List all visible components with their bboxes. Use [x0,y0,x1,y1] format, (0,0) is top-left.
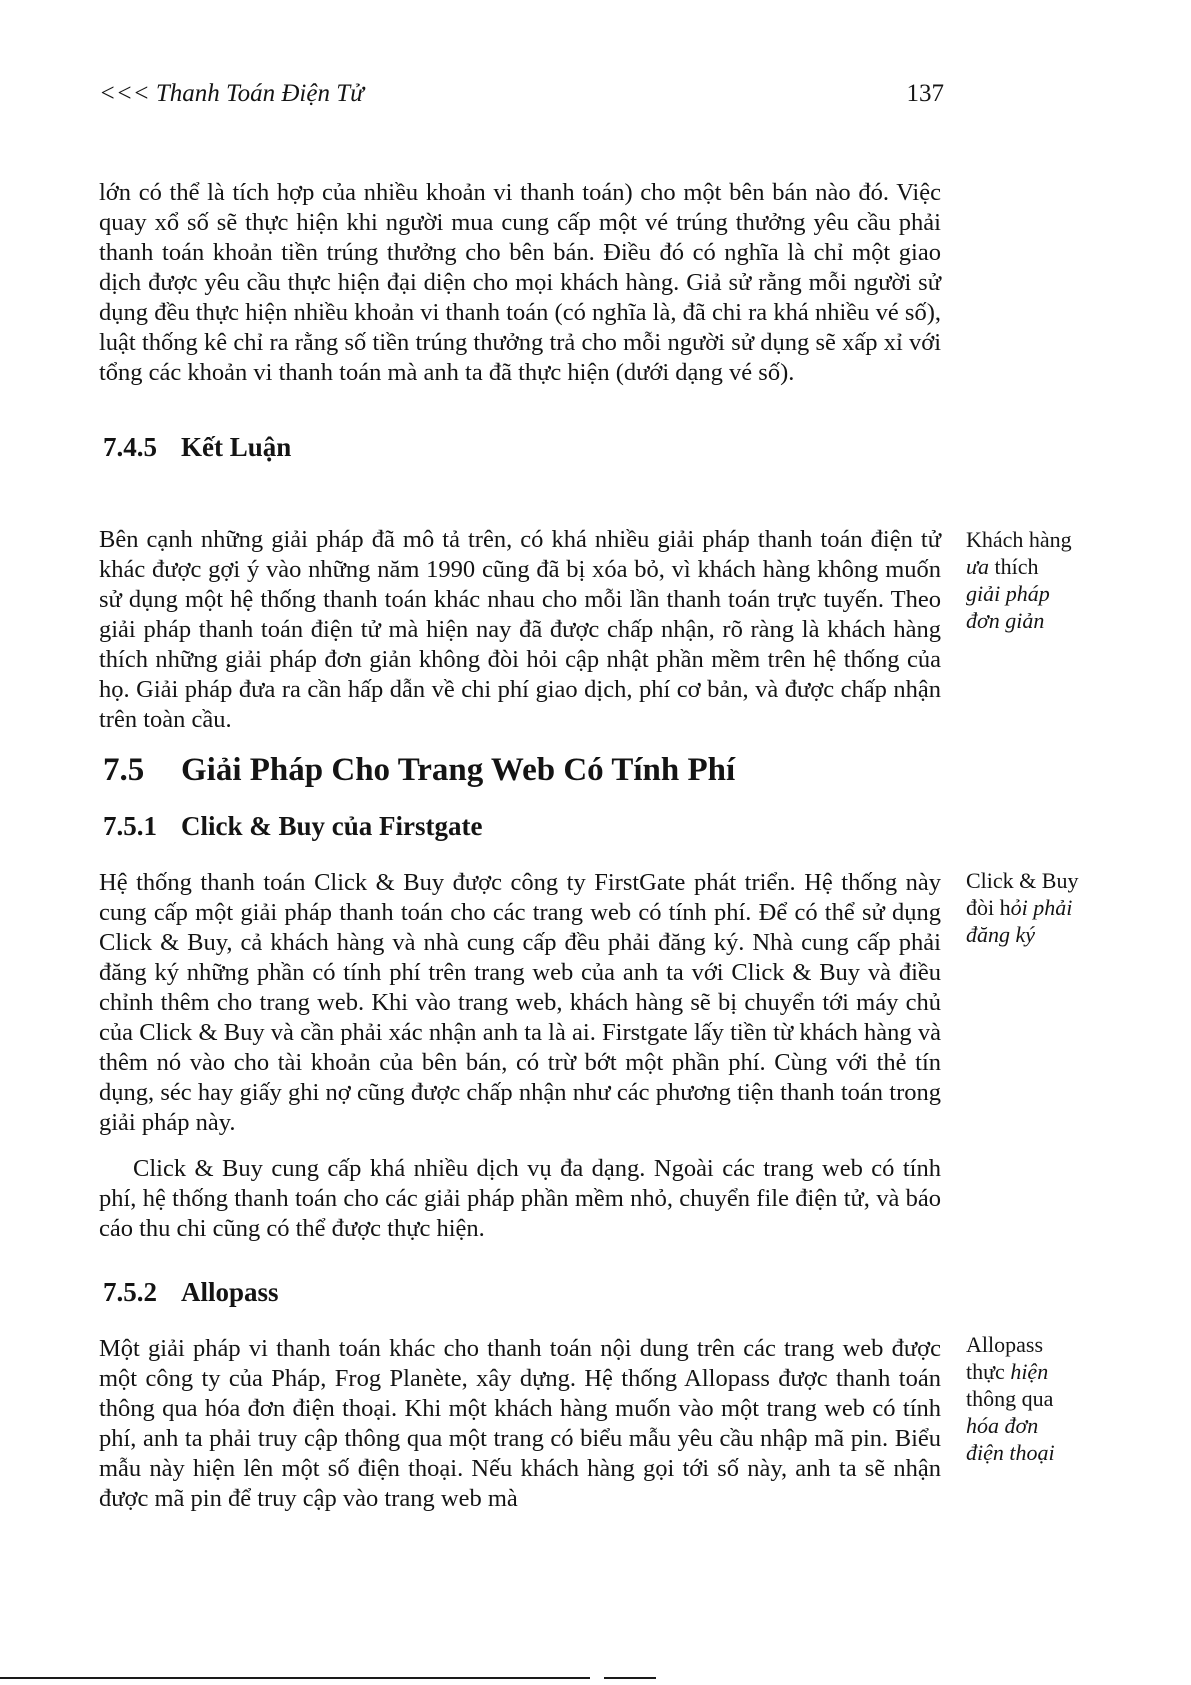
heading-number: 7.5.2 [103,1277,157,1307]
note-line: đòi hỏi phải [966,895,1073,920]
heading-number: 7.5.1 [103,811,157,841]
note-line: Allopass [966,1332,1043,1357]
running-header [99,80,944,114]
note-line: Click & Buy [966,868,1079,893]
note-line: thực hiện [966,1359,1049,1384]
heading-text: Kết Luận [181,432,292,462]
note-line: thông qua [966,1386,1054,1411]
paragraph-allopass: Một giải pháp vi thanh toán khác cho thanh toán nội dung trên các trang web được một công ty của Pháp, Frog Planète, xây dựng. Hệ thống Allopass được thanh toán thông qua hóa đơn điện thoại. Khi một khách hàng muốn vào một trang web có tính phí, anh ta phải truy cập thông qua một trang có biểu mẫu yêu cầu nhập mã pin. Biểu mẫu này hiện lên một số điện thoại. Nếu khách hàng gọi tới số này, anh ta sẽ nhận được mã pin để truy cập vào trang web mà [99,1335,941,1512]
bottom-rule [0,1677,590,1679]
paragraph-lottery: lớn có thể là tích hợp của nhiều khoản vi thanh toán) cho một bên bán nào đó. Việc quay xổ số sẽ thực hiện khi người mua cung cấp một vé trúng thưởng yêu cầu phải thanh toán khoản tiền trúng thưởng cho bên bán. Điều đó có nghĩa là chỉ một giao dịch được yêu cầu thực hiện đại diện cho mọi khách hàng. Giả sử rằng mỗi người sử dụng đều thực hiện nhiều khoản vi thanh toán (có nghĩa là, đã chi ra khá nhiều vé số), luật thống kê chỉ ra rằng số tiền trúng thưởng trả cho mỗi người sử dụng sẽ xấp xỉ với tổng các khoản vi thanh toán mà anh ta đã thực hiện (dưới dạng vé số). [99,179,941,386]
note-line: Khách hàng [966,527,1072,552]
note-line: hóa đơn [966,1413,1039,1438]
heading-text: Giải Pháp Cho Trang Web Có Tính Phí [181,752,736,788]
note-line: đơn giản [966,608,1045,633]
page-number: 137 [906,80,944,107]
note-line: ưa thích [966,554,1039,579]
note-line: đăng ký [966,922,1036,947]
note-line: giải pháp [966,581,1050,606]
margin-note-allopass [966,1331,1094,1466]
heading-number: 7.4.5 [103,432,157,462]
paragraph-conclusion: Bên cạnh những giải pháp đã mô tả trên, có khá nhiều giải pháp thanh toán điện tử khác được gợi ý vào những năm 1990 cũng đã bị xóa bỏ, vì khách hàng không muốn sử dụng một hệ thống thanh toán khác nhau cho mỗi lần thanh toán trực tuyến. Theo giải pháp thanh toán điện tử mà hiện nay đã được chấp nhận, rõ ràng là khách hàng thích những giải pháp đơn giản không đòi hỏi cập nhật phần mềm trên hệ thống của họ. Giải pháp đưa ra cần hấp dẫn về chi phí giao dịch, phí cơ bản, và được chấp nhận trên toàn cầu. [99,526,941,733]
margin-note-click-buy [966,867,1094,948]
paragraph-click-buy-services: Click & Buy cung cấp khá nhiều dịch vụ đa dạng. Ngoài các trang web có tính phí, hệ thống thanh toán cho các giải pháp phần mềm nhỏ, chuyển file điện tử, và báo cáo thu chi cũng có thể được thực hiện. [99,1155,941,1242]
heading-text: Allopass [181,1277,279,1307]
heading-text: Click & Buy của Firstgate [181,811,483,841]
bottom-rule-fragment [604,1677,656,1679]
heading-number: 7.5 [103,752,145,788]
heading-7-5-2 [103,1277,279,1308]
paragraph-click-buy: Hệ thống thanh toán Click & Buy được công ty FirstGate phát triển. Hệ thống này cung cấp một giải pháp thanh toán cho các trang web có tính phí. Để có thể sử dụng Click & Buy, cả khách hàng và nhà cung cấp đều phải đăng ký. Nhà cung cấp phải đăng ký những phần có tính phí trên trang web của anh ta với Click & Buy và điều chỉnh thêm cho trang web. Khi vào trang web, khách hàng sẽ bị chuyển tới máy chủ của Click & Buy và cần phải xác nhận anh ta là ai. Firstgate lấy tiền từ khách hàng và thêm nó vào cho tài khoản của bên bán, có trừ bớt một phần phí. Cùng với thẻ tín dụng, séc hay giấy ghi nợ cũng được chấp nhận như các phương tiện thanh toán trong giải pháp này. [99,869,941,1136]
note-line: điện thoại [966,1440,1055,1465]
heading-7-5 [103,752,735,789]
header-title: <<< Thanh Toán Điện Tử [99,80,364,107]
margin-note-simple-solutions [966,526,1094,634]
heading-7-4-5 [103,432,291,463]
heading-7-5-1 [103,811,482,842]
